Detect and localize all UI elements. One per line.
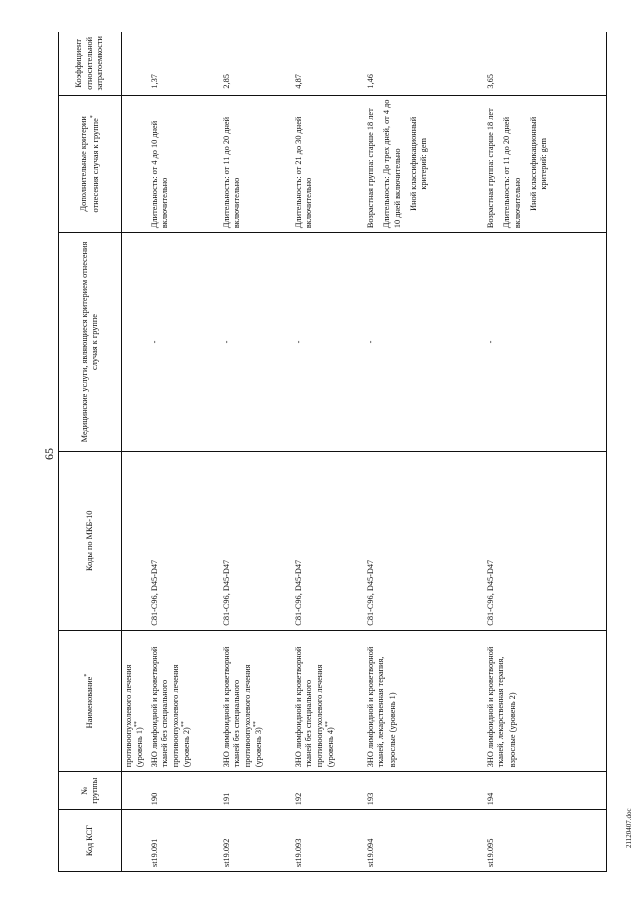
cell-code: st19.093 bbox=[292, 810, 364, 872]
cell-icd: C81-C96, D45-D47 bbox=[292, 451, 364, 630]
cell-number: 192 bbox=[292, 772, 364, 810]
cell-icd: C81-C96, D45-D47 bbox=[484, 451, 606, 630]
cell-number: 194 bbox=[484, 772, 606, 810]
ksg-table bbox=[58, 32, 607, 872]
cell-code: st19.095 bbox=[484, 810, 606, 872]
cell-coef: 1,37 bbox=[148, 32, 220, 95]
cell-name: ЗНО лимфоидной и кроветворной тканей без специального противоопухолевого лечения (уровень 2)** bbox=[148, 630, 220, 772]
cell-services: - bbox=[220, 233, 292, 452]
table-row bbox=[292, 32, 364, 872]
cell-name: ЗНО лимфоидной и кроветворной тканей без специального противоопухолевого лечения (уровень 4)** bbox=[292, 630, 364, 772]
table-row bbox=[220, 32, 292, 872]
criteria-item: Возрастная группа: старше 18 лет bbox=[366, 108, 375, 229]
rotated-content bbox=[40, 32, 633, 872]
cell-coef: 2,85 bbox=[220, 32, 292, 95]
cell-criteria bbox=[148, 95, 220, 233]
cell-icd: C81-C96, D45-D47 bbox=[148, 451, 220, 630]
header-code: Код КСГ bbox=[59, 810, 122, 872]
criteria-item: Длительность: До трех дней, от 4 до 10 дней включительно bbox=[382, 99, 402, 229]
cell-services: - bbox=[364, 233, 484, 452]
table-row bbox=[484, 32, 606, 872]
header-name: Наименование* bbox=[59, 630, 122, 772]
header-icd: Коды по МКБ-10 bbox=[59, 451, 122, 630]
cell-coef: 3,65 bbox=[484, 32, 606, 95]
header-number: № группы bbox=[59, 772, 122, 810]
cell-name: ЗНО лимфоидной и кроветворной тканей, лекарственная терапия, взрослые (уровень 1) bbox=[364, 630, 484, 772]
cell-icd: C81-C96, D45-D47 bbox=[364, 451, 484, 630]
cell-services: - bbox=[484, 233, 606, 452]
criteria-item: Длительность: от 11 до 20 дней включительно bbox=[222, 116, 242, 229]
cell-code: st19.094 bbox=[364, 810, 484, 872]
header-criteria: Дополнительные критерии отнесения случая к группе* bbox=[59, 95, 122, 233]
cell-code: st19.092 bbox=[220, 810, 292, 872]
cell-coef: 1,46 bbox=[364, 32, 484, 95]
cell-coef: 4,87 bbox=[292, 32, 364, 95]
cell-icd: C81-C96, D45-D47 bbox=[220, 451, 292, 630]
cell-criteria bbox=[292, 95, 364, 233]
cell-code: st19.091 bbox=[148, 810, 220, 872]
criteria-item: Иной классификационный критерий: gem bbox=[409, 116, 429, 211]
page-number: 65 bbox=[42, 448, 56, 460]
criteria-item: Иной классификационный критерий: gem bbox=[529, 116, 549, 211]
table-row-continuation bbox=[122, 32, 149, 872]
cell-name: ЗНО лимфоидной и кроветворной тканей, лекарственная терапия, взрослые (уровень 2) bbox=[484, 630, 606, 772]
table-row bbox=[148, 32, 220, 872]
table-row bbox=[364, 32, 484, 872]
cell-criteria bbox=[484, 95, 606, 233]
table-header-row bbox=[59, 32, 122, 872]
cell-number: 191 bbox=[220, 772, 292, 810]
cell-number: 193 bbox=[364, 772, 484, 810]
cell-criteria bbox=[364, 95, 484, 233]
cell-name: ЗНО лимфоидной и кроветворной тканей без специального противоопухолевого лечения (уровень 3)** bbox=[220, 630, 292, 772]
cell-number: 190 bbox=[148, 772, 220, 810]
header-coef: Коэффициент относительной затратоемкости bbox=[59, 32, 122, 95]
criteria-item: Длительность: от 21 до 30 дней включительно bbox=[294, 116, 314, 229]
cell-criteria bbox=[220, 95, 292, 233]
cell-services: - bbox=[148, 233, 220, 452]
criteria-item: Возрастная группа: старше 18 лет bbox=[486, 108, 495, 229]
continuation-name: противоопухолевого лечения (уровень 1)** bbox=[122, 630, 149, 772]
criteria-item: Длительность: от 4 до 10 дней включительно bbox=[150, 120, 170, 229]
header-services: Медицинские услуги, являющиеся критерием отнесения случая к группе bbox=[59, 233, 122, 452]
cell-services: - bbox=[292, 233, 364, 452]
criteria-item: Длительность: от 11 до 20 дней включительно bbox=[502, 116, 522, 229]
file-name-footer: 21120407.doc bbox=[625, 808, 633, 848]
